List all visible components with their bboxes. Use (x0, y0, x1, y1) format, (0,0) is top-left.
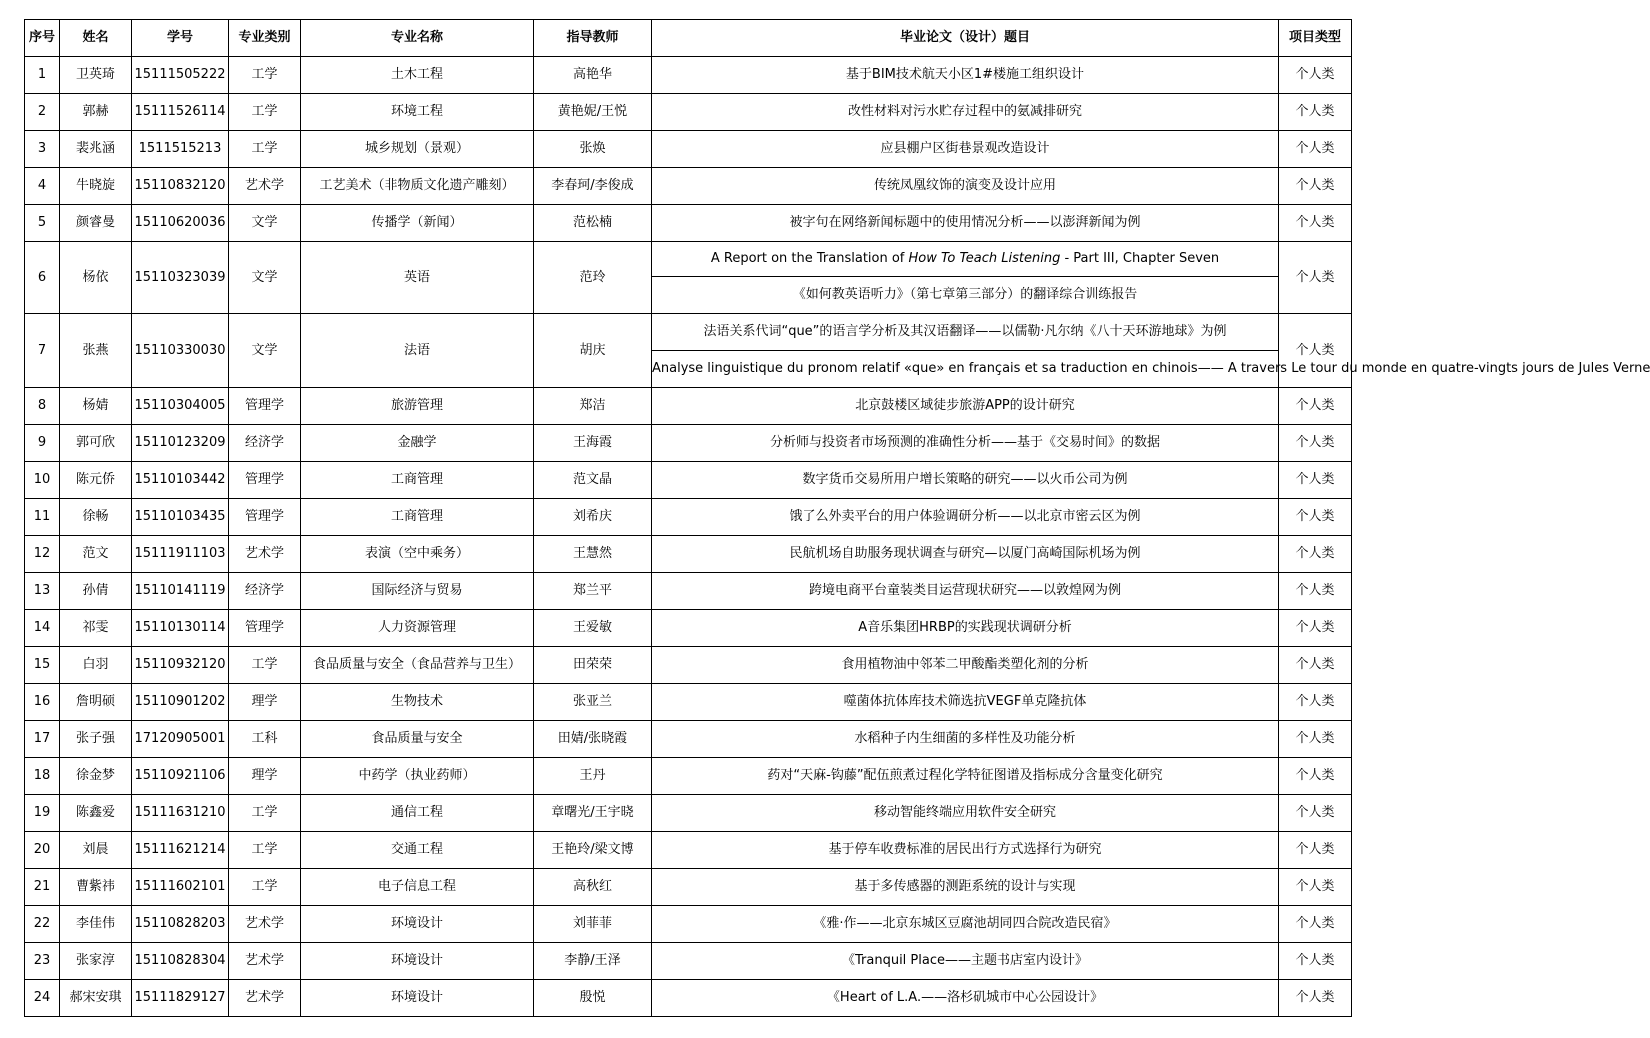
cell-no: 14 (25, 610, 60, 647)
cell-category: 理学 (229, 758, 301, 795)
cell-no: 20 (25, 832, 60, 869)
cell-no: 9 (25, 425, 60, 462)
cell-no: 23 (25, 943, 60, 980)
cell-student-id: 1511515213 (132, 131, 229, 168)
cell-major: 通信工程 (301, 795, 534, 832)
cell-category: 管理学 (229, 610, 301, 647)
cell-no: 1 (25, 57, 60, 94)
table-row (25, 980, 1352, 1017)
cell-title: 数字货币交易所用户增长策略的研究——以火币公司为例 (652, 462, 1279, 499)
cell-major: 交通工程 (301, 832, 534, 869)
title-text-suffix: - Part III, Chapter Seven (1060, 251, 1220, 266)
cell-major: 生物技术 (301, 684, 534, 721)
cell-no: 24 (25, 980, 60, 1017)
cell-advisor: 李春珂/李俊成 (534, 168, 652, 205)
cell-student-id: 15111602101 (132, 869, 229, 906)
cell-project-type: 个人类 (1279, 242, 1352, 314)
cell-title: 药对“天麻-钩藤”配伍煎煮过程化学特征图谱及指标成分含量变化研究 (652, 758, 1279, 795)
cell-major: 表演（空中乘务） (301, 536, 534, 573)
cell-student-id: 15110921106 (132, 758, 229, 795)
cell-advisor: 殷悦 (534, 980, 652, 1017)
cell-no: 11 (25, 499, 60, 536)
cell-advisor: 王慧然 (534, 536, 652, 573)
cell-name: 牛晓旋 (60, 168, 132, 205)
cell-title: 水稻种子内生细菌的多样性及功能分析 (652, 721, 1279, 758)
cell-major: 工商管理 (301, 499, 534, 536)
cell-advisor: 高艳华 (534, 57, 652, 94)
cell-no: 16 (25, 684, 60, 721)
table-row (25, 906, 1352, 943)
table-row (25, 943, 1352, 980)
cell-project-type: 个人类 (1279, 499, 1352, 536)
cell-major: 工艺美术（非物质文化遗产雕刻） (301, 168, 534, 205)
table-row (25, 425, 1352, 462)
cell-major: 土木工程 (301, 57, 534, 94)
cell-name: 陈鑫爱 (60, 795, 132, 832)
table-row (25, 94, 1352, 131)
cell-title: 北京鼓楼区域徒步旅游APP的设计研究 (652, 388, 1279, 425)
table-row (25, 388, 1352, 425)
table-row (25, 168, 1352, 205)
table-row (25, 462, 1352, 499)
cell-student-id: 15110103435 (132, 499, 229, 536)
cell-student-id: 15110828304 (132, 943, 229, 980)
cell-advisor: 范玲 (534, 242, 652, 314)
thesis-table (24, 19, 1650, 1017)
cell-student-id: 15110123209 (132, 425, 229, 462)
cell-name: 陈元侨 (60, 462, 132, 499)
cell-project-type: 个人类 (1279, 832, 1352, 869)
cell-advisor: 田荣荣 (534, 647, 652, 684)
cell-major: 城乡规划（景观） (301, 131, 534, 168)
cell-advisor: 张焕 (534, 131, 652, 168)
cell-title: 《雅·作——北京东城区豆腐池胡同四合院改造民宿》 (652, 906, 1279, 943)
cell-advisor: 刘菲菲 (534, 906, 652, 943)
cell-advisor: 王丹 (534, 758, 652, 795)
cell-name: 曹紫祎 (60, 869, 132, 906)
header-category: 专业类别 (229, 20, 301, 57)
cell-advisor: 张亚兰 (534, 684, 652, 721)
cell-student-id: 15110620036 (132, 205, 229, 242)
cell-title: 基于多传感器的测距系统的设计与实现 (652, 869, 1279, 906)
table-row (25, 573, 1352, 610)
cell-no: 7 (25, 314, 60, 388)
cell-project-type: 个人类 (1279, 205, 1352, 242)
cell-student-id: 15111631210 (132, 795, 229, 832)
cell-name: 裴兆涵 (60, 131, 132, 168)
cell-no: 10 (25, 462, 60, 499)
cell-project-type: 个人类 (1279, 573, 1352, 610)
cell-category: 工学 (229, 795, 301, 832)
cell-no: 2 (25, 94, 60, 131)
cell-project-type: 个人类 (1279, 684, 1352, 721)
table-row (25, 721, 1352, 758)
cell-project-type: 个人类 (1279, 168, 1352, 205)
cell-no: 8 (25, 388, 60, 425)
cell-advisor: 王艳玲/梁文博 (534, 832, 652, 869)
cell-category: 工学 (229, 57, 301, 94)
cell-name: 刘晨 (60, 832, 132, 869)
cell-title: 分析师与投资者市场预测的准确性分析——基于《交易时间》的数据 (652, 425, 1279, 462)
cell-student-id: 15110304005 (132, 388, 229, 425)
cell-category: 工学 (229, 832, 301, 869)
cell-no: 18 (25, 758, 60, 795)
cell-title-en (652, 242, 1279, 277)
cell-title: 应县棚户区街巷景观改造设计 (652, 131, 1279, 168)
title-text: A Report on the Translation of (710, 251, 909, 266)
cell-name: 杨依 (60, 242, 132, 314)
cell-student-id: 15110141119 (132, 573, 229, 610)
table-row (25, 610, 1352, 647)
cell-major: 国际经济与贸易 (301, 573, 534, 610)
cell-name: 颜睿曼 (60, 205, 132, 242)
cell-category: 工学 (229, 94, 301, 131)
cell-major: 旅游管理 (301, 388, 534, 425)
cell-advisor: 高秋红 (534, 869, 652, 906)
cell-major: 人力资源管理 (301, 610, 534, 647)
cell-category: 艺术学 (229, 168, 301, 205)
cell-project-type: 个人类 (1279, 388, 1352, 425)
cell-major: 传播学（新闻） (301, 205, 534, 242)
cell-no: 19 (25, 795, 60, 832)
cell-name: 郝宋安琪 (60, 980, 132, 1017)
cell-no: 22 (25, 906, 60, 943)
header-student-id: 学号 (132, 20, 229, 57)
cell-title-cn: 法语关系代词“que”的语言学分析及其汉语翻译——以儒勒·凡尔纳《八十天环游地球》为例 (652, 314, 1279, 351)
cell-title: 《Tranquil Place——主题书店室内设计》 (652, 943, 1279, 980)
cell-category: 艺术学 (229, 943, 301, 980)
cell-student-id: 15110323039 (132, 242, 229, 314)
cell-project-type: 个人类 (1279, 869, 1352, 906)
cell-title: 传统凤凰纹饰的演变及设计应用 (652, 168, 1279, 205)
cell-name: 白羽 (60, 647, 132, 684)
cell-student-id: 15110130114 (132, 610, 229, 647)
cell-category: 管理学 (229, 462, 301, 499)
cell-name: 郭赫 (60, 94, 132, 131)
cell-name: 詹明硕 (60, 684, 132, 721)
cell-advisor: 胡庆 (534, 314, 652, 388)
header-title: 毕业论文（设计）题目 (652, 20, 1279, 57)
cell-project-type: 个人类 (1279, 721, 1352, 758)
cell-student-id: 15110932120 (132, 647, 229, 684)
cell-no: 12 (25, 536, 60, 573)
cell-category: 管理学 (229, 499, 301, 536)
cell-student-id: 15110330030 (132, 314, 229, 388)
cell-category: 艺术学 (229, 980, 301, 1017)
cell-student-id: 15110901202 (132, 684, 229, 721)
cell-category: 文学 (229, 314, 301, 388)
cell-name: 徐金梦 (60, 758, 132, 795)
cell-student-id: 15111526114 (132, 94, 229, 131)
cell-no: 4 (25, 168, 60, 205)
table-row (25, 536, 1352, 573)
cell-no: 21 (25, 869, 60, 906)
cell-major: 中药学（执业药师） (301, 758, 534, 795)
cell-no: 13 (25, 573, 60, 610)
cell-advisor: 李静/王泽 (534, 943, 652, 980)
cell-name: 孙倩 (60, 573, 132, 610)
cell-no: 6 (25, 242, 60, 314)
cell-major: 食品质量与安全 (301, 721, 534, 758)
cell-student-id: 15111505222 (132, 57, 229, 94)
title-book-name: How To Teach Listening (908, 251, 1061, 266)
cell-major: 环境设计 (301, 943, 534, 980)
cell-project-type: 个人类 (1279, 462, 1352, 499)
cell-major: 环境设计 (301, 906, 534, 943)
cell-major: 工商管理 (301, 462, 534, 499)
cell-title: A音乐集团HRBP的实践现状调研分析 (652, 610, 1279, 647)
cell-project-type: 个人类 (1279, 57, 1352, 94)
cell-advisor: 章曙光/王宇晓 (534, 795, 652, 832)
cell-category: 艺术学 (229, 536, 301, 573)
table-row (25, 795, 1352, 832)
cell-category: 文学 (229, 205, 301, 242)
cell-name: 李佳伟 (60, 906, 132, 943)
header-type: 项目类型 (1279, 20, 1352, 57)
cell-project-type: 个人类 (1279, 131, 1352, 168)
cell-title: 基于停车收费标准的居民出行方式选择行为研究 (652, 832, 1279, 869)
cell-advisor: 王爱敏 (534, 610, 652, 647)
table-row (25, 758, 1352, 795)
table-row (25, 647, 1352, 684)
cell-major: 金融学 (301, 425, 534, 462)
cell-no: 5 (25, 205, 60, 242)
cell-advisor: 范文晶 (534, 462, 652, 499)
cell-major: 环境工程 (301, 94, 534, 131)
cell-title: 跨境电商平台童装类目运营现状研究——以敦煌网为例 (652, 573, 1279, 610)
cell-major: 法语 (301, 314, 534, 388)
cell-project-type: 个人类 (1279, 536, 1352, 573)
cell-advisor: 刘希庆 (534, 499, 652, 536)
cell-category: 文学 (229, 242, 301, 314)
cell-name: 徐畅 (60, 499, 132, 536)
header-row (25, 20, 1352, 57)
cell-title: 饿了么外卖平台的用户体验调研分析——以北京市密云区为例 (652, 499, 1279, 536)
cell-title: 《Heart of L.A.——洛杉矶城市中心公园设计》 (652, 980, 1279, 1017)
cell-advisor: 郑兰平 (534, 573, 652, 610)
cell-student-id: 17120905001 (132, 721, 229, 758)
table-row (25, 131, 1352, 168)
cell-name: 祁雯 (60, 610, 132, 647)
cell-project-type: 个人类 (1279, 906, 1352, 943)
table-row (25, 57, 1352, 94)
cell-project-type: 个人类 (1279, 758, 1352, 795)
cell-title: 改性材料对污水贮存过程中的氨减排研究 (652, 94, 1279, 131)
cell-title: 被字句在网络新闻标题中的使用情况分析——以澎湃新闻为例 (652, 205, 1279, 242)
cell-name: 卫英琦 (60, 57, 132, 94)
header-advisor: 指导教师 (534, 20, 652, 57)
cell-title-fr: Analyse linguistique du pronom relatif «que» en français et sa traduction en chinois—— A travers Le tour du monde en quatre-vingts jours de Jules Verne (652, 351, 1279, 388)
cell-name: 张燕 (60, 314, 132, 388)
cell-project-type: 个人类 (1279, 795, 1352, 832)
table-row (25, 314, 1352, 351)
cell-student-id: 15110828203 (132, 906, 229, 943)
cell-category: 艺术学 (229, 906, 301, 943)
cell-project-type: 个人类 (1279, 610, 1352, 647)
cell-category: 管理学 (229, 388, 301, 425)
cell-project-type: 个人类 (1279, 647, 1352, 684)
cell-name: 范文 (60, 536, 132, 573)
cell-category: 理学 (229, 684, 301, 721)
cell-advisor: 黄艳妮/王悦 (534, 94, 652, 131)
cell-major: 英语 (301, 242, 534, 314)
cell-project-type: 个人类 (1279, 425, 1352, 462)
cell-category: 经济学 (229, 573, 301, 610)
header-major: 专业名称 (301, 20, 534, 57)
cell-project-type: 个人类 (1279, 980, 1352, 1017)
cell-category: 工学 (229, 131, 301, 168)
cell-major: 食品质量与安全（食品营养与卫生） (301, 647, 534, 684)
cell-project-type: 个人类 (1279, 94, 1352, 131)
cell-title-cn: 《如何教英语听力》（第七章第三部分）的翻译综合训练报告 (652, 277, 1279, 314)
cell-title: 噬菌体抗体库技术筛选抗VEGF单克隆抗体 (652, 684, 1279, 721)
cell-advisor: 王海霞 (534, 425, 652, 462)
cell-major: 电子信息工程 (301, 869, 534, 906)
cell-advisor: 田婧/张晓霞 (534, 721, 652, 758)
cell-student-id: 15110103442 (132, 462, 229, 499)
cell-project-type: 个人类 (1279, 314, 1352, 388)
cell-no: 3 (25, 131, 60, 168)
cell-category: 工学 (229, 869, 301, 906)
cell-category: 工学 (229, 647, 301, 684)
cell-title: 基于BIM技术航天小区1#楼施工组织设计 (652, 57, 1279, 94)
cell-student-id: 15110832120 (132, 168, 229, 205)
cell-category: 经济学 (229, 425, 301, 462)
cell-name: 张家淳 (60, 943, 132, 980)
cell-student-id: 15111829127 (132, 980, 229, 1017)
cell-no: 15 (25, 647, 60, 684)
cell-project-type: 个人类 (1279, 943, 1352, 980)
cell-student-id: 15111621214 (132, 832, 229, 869)
cell-category: 工科 (229, 721, 301, 758)
cell-advisor: 范松楠 (534, 205, 652, 242)
cell-title: 移动智能终端应用软件安全研究 (652, 795, 1279, 832)
header-name: 姓名 (60, 20, 132, 57)
cell-major: 环境设计 (301, 980, 534, 1017)
cell-name: 杨婧 (60, 388, 132, 425)
table-row (25, 205, 1352, 242)
table-row (25, 499, 1352, 536)
cell-advisor: 郑洁 (534, 388, 652, 425)
cell-title: 民航机场自助服务现状调查与研究—以厦门高崎国际机场为例 (652, 536, 1279, 573)
cell-student-id: 15111911103 (132, 536, 229, 573)
cell-title: 食用植物油中邻苯二甲酸酯类塑化剂的分析 (652, 647, 1279, 684)
table-row (25, 242, 1352, 277)
header-no: 序号 (25, 20, 60, 57)
cell-name: 郭可欣 (60, 425, 132, 462)
table-row (25, 869, 1352, 906)
cell-name: 张子强 (60, 721, 132, 758)
table-row (25, 832, 1352, 869)
cell-no: 17 (25, 721, 60, 758)
table-row (25, 684, 1352, 721)
